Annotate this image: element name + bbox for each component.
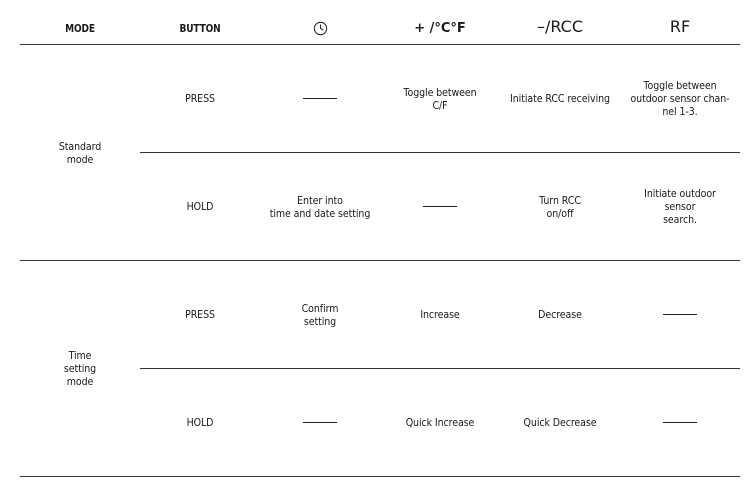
standard-press-plus: Toggle between C/F [403, 85, 477, 112]
time-hold-minus: Quick Decrease [523, 416, 597, 429]
time-press-minus: Decrease [538, 308, 582, 321]
dash-icon [663, 314, 697, 315]
time-hold-rf-none [620, 369, 740, 476]
dash-icon [663, 422, 697, 423]
standard-press-button: PRESS [185, 92, 215, 105]
standard-press-clock-none [260, 45, 380, 152]
mode-standard-label: Standard mode [58, 139, 102, 166]
dash-icon [303, 98, 337, 99]
standard-hold-clock: Enter into time and date setting [269, 193, 371, 220]
time-press-button: PRESS [185, 308, 215, 321]
time-hold-button: HOLD [186, 416, 214, 429]
time-press-rf-none [620, 261, 740, 368]
standard-hold-plus-none [380, 153, 500, 260]
header-mode: MODE [65, 21, 95, 35]
dash-icon [423, 206, 457, 207]
standard-press-rf: Toggle between outdoor sensor chan- nel 1-3. [630, 79, 730, 118]
dash-icon [303, 422, 337, 423]
time-hold-clock-none [260, 369, 380, 476]
clock-icon [313, 21, 328, 36]
standard-press-minus: Initiate RCC receiving [510, 92, 610, 105]
standard-hold-minus: Turn RCC on/off [539, 193, 581, 220]
header-button: BUTTON [179, 21, 221, 35]
header-clock [260, 14, 380, 42]
time-press-plus: Increase [420, 308, 460, 321]
standard-hold-rf: Initiate outdoor sensor search. [644, 187, 716, 226]
time-hold-plus: Quick Increase [405, 416, 475, 429]
mode-time-setting-label: Time setting mode [63, 349, 97, 388]
header-minus-rcc: –/RCC [536, 16, 584, 36]
header-plus-temp: + /°C°F [414, 20, 466, 36]
header-rf: RF [669, 16, 691, 36]
table-bottom-border [20, 476, 740, 477]
time-press-clock: Confirm setting [301, 301, 339, 328]
standard-hold-button: HOLD [186, 200, 214, 213]
